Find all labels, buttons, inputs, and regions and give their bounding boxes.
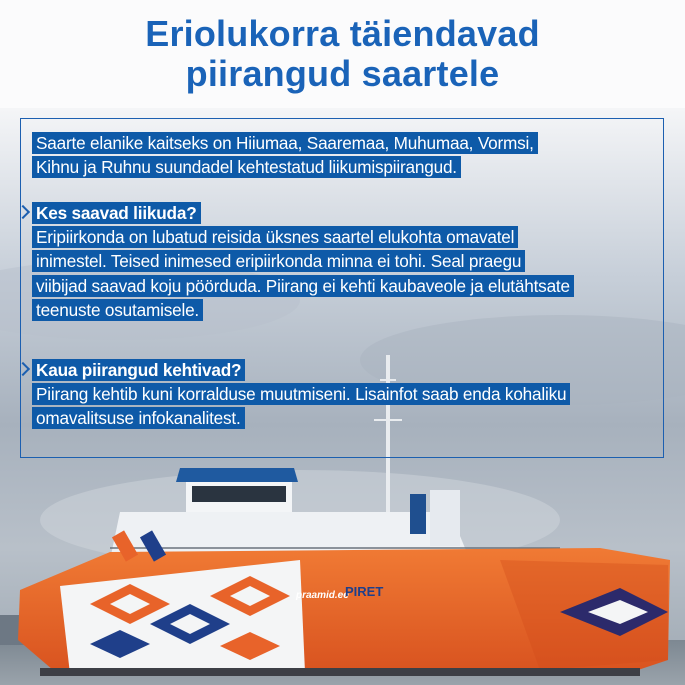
section-heading: Kes saavad liikuda?: [32, 202, 201, 224]
section-how-long: [32, 358, 660, 431]
section-who-can-travel: [32, 201, 660, 322]
section-text-line: omavalitsuse infokanalitest.: [32, 407, 245, 429]
section-text-line: teenuste osutamisele.: [32, 299, 203, 321]
section-text-line: Eripiirkonda on lubatud reisida üksnes saartel elukohta omavatel: [32, 226, 518, 248]
intro-line-2: Kihnu ja Ruhnu suundadel kehtestatud liikumispiirangud.: [32, 156, 461, 178]
page-title: [0, 14, 685, 94]
ship-name-text: PIRET: [345, 584, 384, 599]
title-line-2: piirangud saartele: [185, 53, 500, 94]
title-line-1: Eriolukorra täiendavad: [145, 13, 540, 54]
section-heading: Kaua piirangud kehtivad?: [32, 359, 245, 381]
section-text-line: inimestel. Teised inimesed eripiirkonda minna ei tohi. Seal praegu: [32, 250, 525, 272]
intro-line-1: Saarte elanike kaitseks on Hiiumaa, Saaremaa, Muhumaa, Vormsi,: [32, 132, 538, 154]
intro-paragraph: [32, 131, 660, 179]
section-text-line: viibijad saavad koju pöörduda. Piirang ei kehti kaubaveole ja elutähtsate: [32, 275, 574, 297]
ship-brand-text: praamid.ee: [296, 590, 349, 601]
section-text-line: Piirang kehtib kuni korralduse muutmiseni. Lisainfot saab enda kohaliku: [32, 383, 570, 405]
